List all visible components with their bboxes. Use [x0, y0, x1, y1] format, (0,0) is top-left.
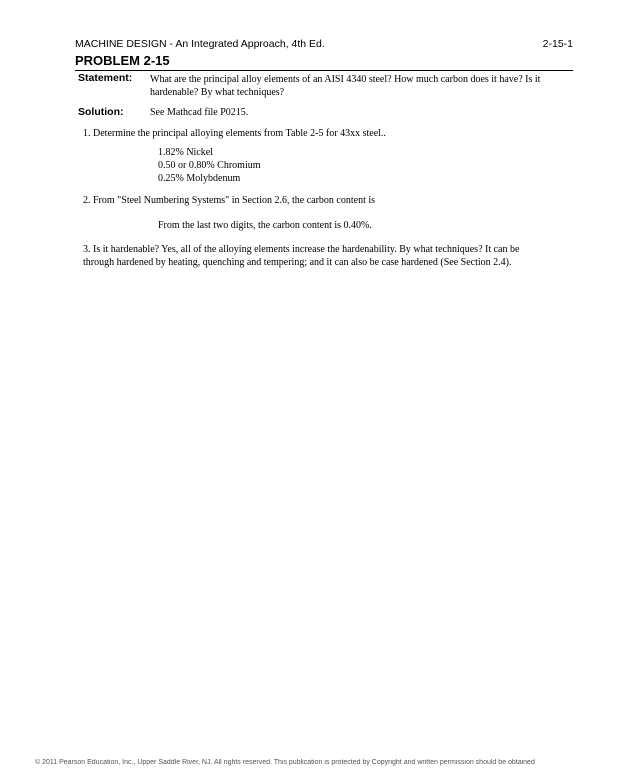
alloy-element: 0.50 or 0.80% Chromium: [158, 160, 261, 171]
page-header: [75, 38, 573, 50]
problem-title: PROBLEM 2-15: [75, 53, 573, 71]
book-title: MACHINE DESIGN - An Integrated Approach, 4th Ed.: [75, 38, 325, 50]
page-number: 2-15-1: [542, 38, 573, 50]
step-3: [83, 243, 603, 269]
step-1: 1. Determine the principal alloying elements from Table 2-5 for 43xx steel..: [83, 128, 386, 139]
step-3-line: through hardened by heating, quenching and tempering; and it can also be case hardened (See Section 2.4).: [83, 257, 512, 268]
alloy-element: 1.82% Nickel: [158, 147, 213, 158]
step-2: 2. From "Steel Numbering Systems" in Section 2.6, the carbon content is: [83, 195, 376, 206]
solution-label: Solution:: [78, 106, 124, 118]
statement-line: hardenable? By what techniques?: [150, 87, 285, 98]
statement-label: Statement:: [78, 72, 133, 84]
carbon-content: From the last two digits, the carbon content is 0.40%.: [158, 220, 372, 231]
alloy-element: 0.25% Molybdenum: [158, 173, 241, 184]
copyright-footer: © 2011 Pearson Education, Inc., Upper Saddle River, NJ. All rights reserved. This publication is protected by Copyright and written permission should be obtained: [35, 759, 535, 766]
statement-line: What are the principal alloy elements of an AISI 4340 steel? How much carbon does it have? Is it: [150, 74, 541, 85]
statement-text: [150, 73, 590, 99]
solution-text: See Mathcad file P0215.: [150, 107, 249, 118]
step-3-line: 3. Is it hardenable? Yes, all of the alloying elements increase the hardenability. By what techniques? It can be: [83, 244, 520, 255]
alloy-elements-list: [158, 146, 261, 185]
